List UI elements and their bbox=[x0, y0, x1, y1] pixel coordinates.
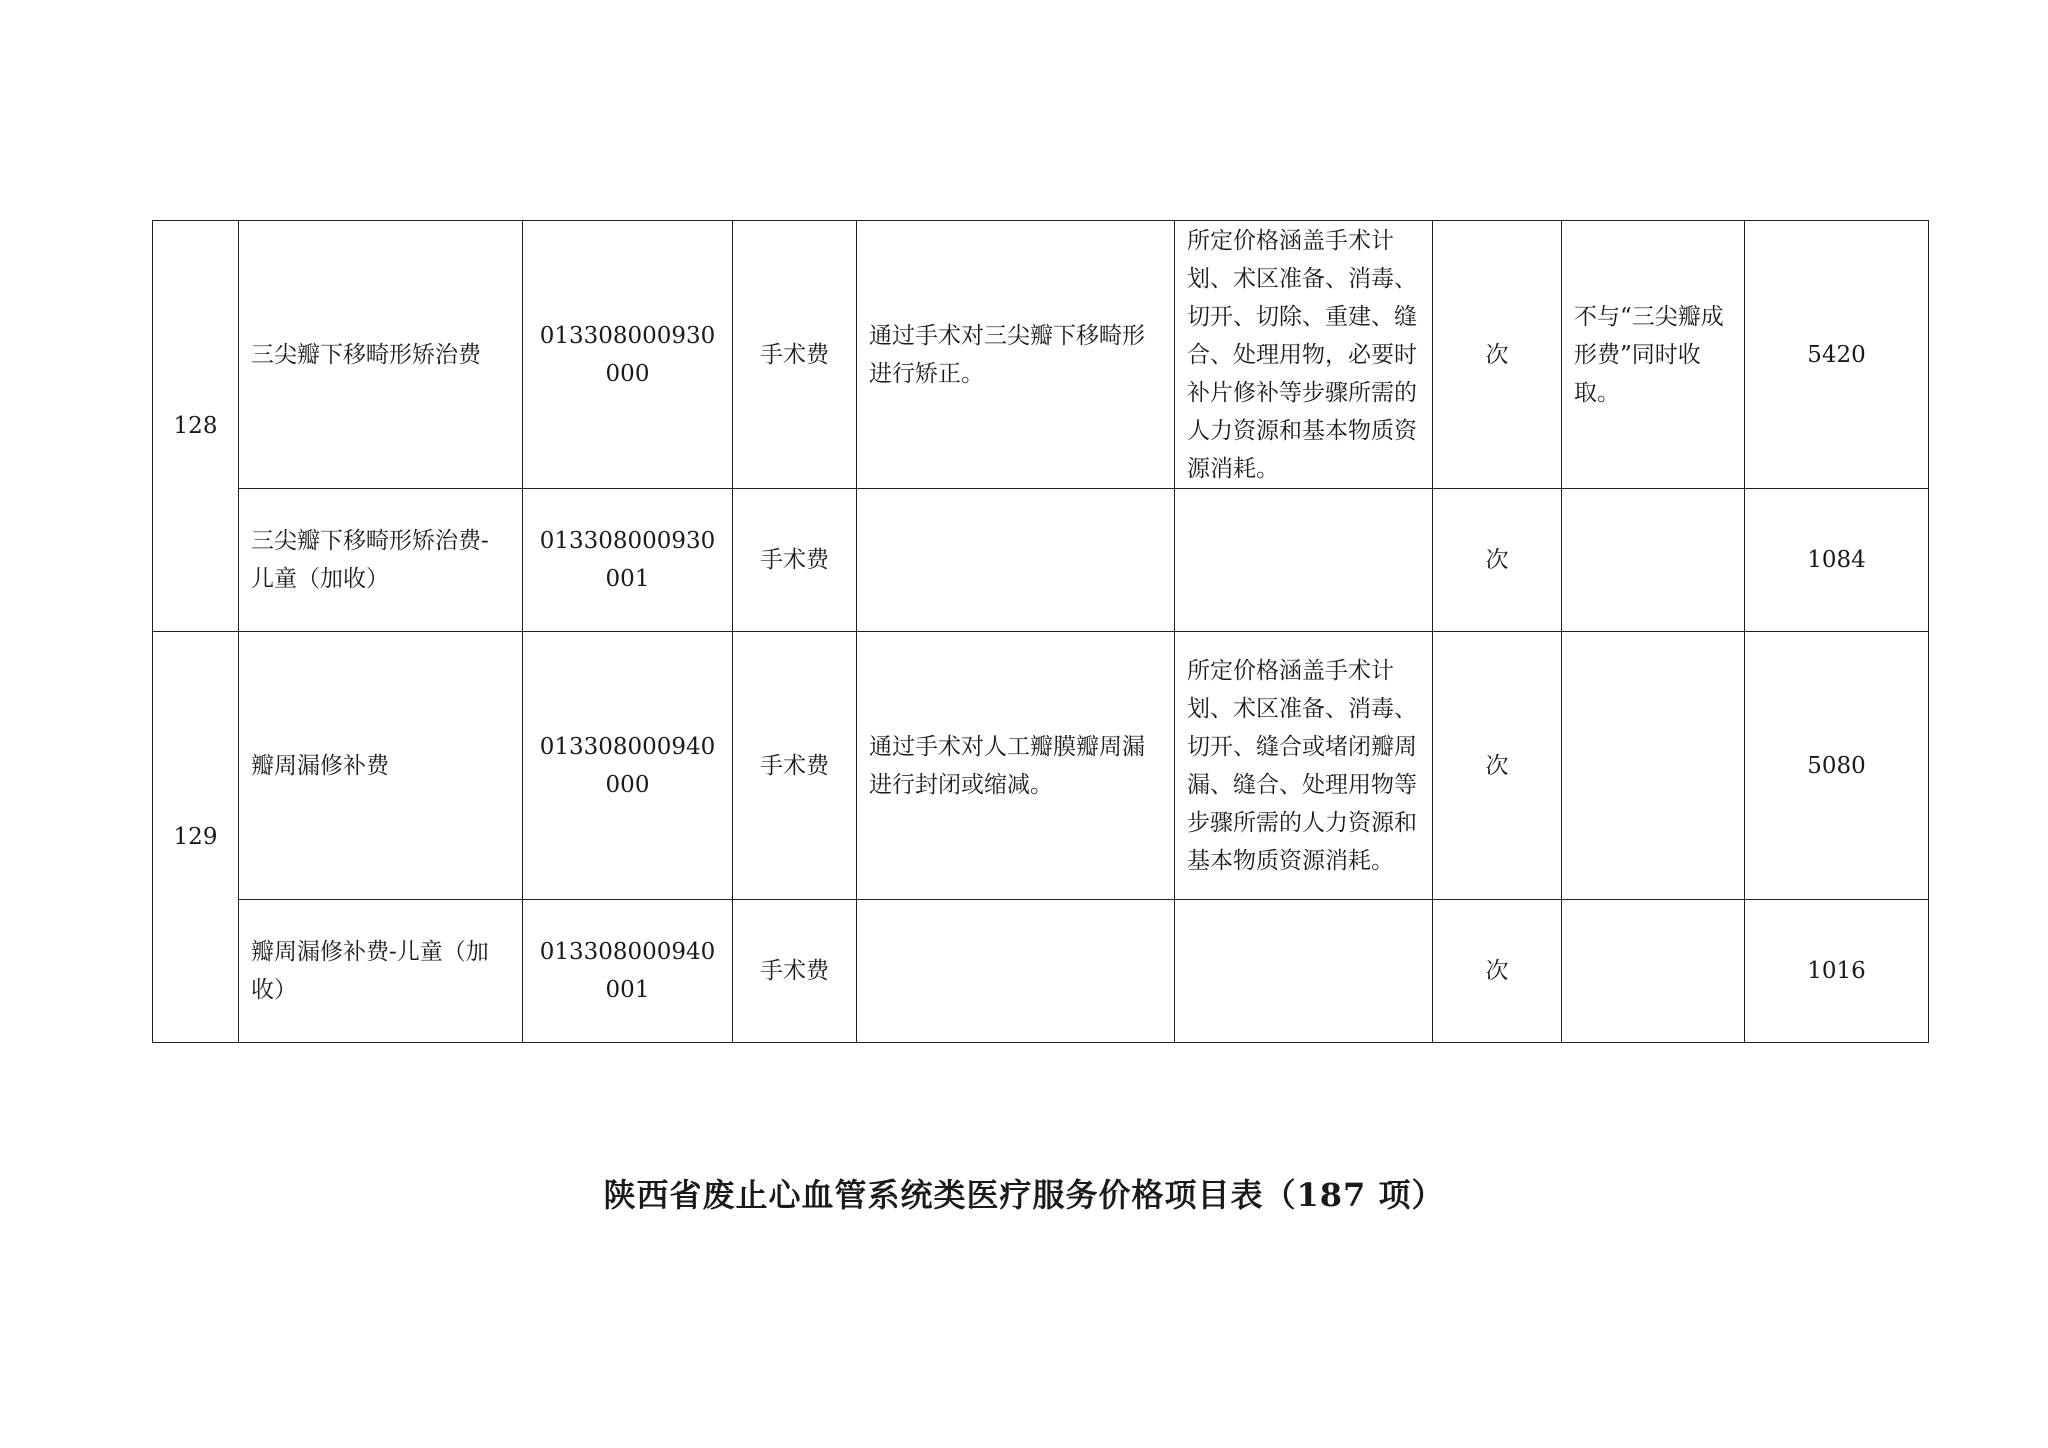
note-cell bbox=[1562, 489, 1745, 632]
item-code-cell: 013308000940000 bbox=[523, 632, 733, 900]
price-cell: 1084 bbox=[1745, 489, 1929, 632]
fee-category-cell: 手术费 bbox=[733, 489, 857, 632]
fee-category-cell: 手术费 bbox=[733, 221, 857, 489]
item-code-cell: 013308000930001 bbox=[523, 489, 733, 632]
price-cell: 1016 bbox=[1745, 900, 1929, 1043]
unit-cell: 次 bbox=[1433, 632, 1562, 900]
unit-cell: 次 bbox=[1433, 221, 1562, 489]
table-row bbox=[153, 900, 1929, 1043]
item-name-cell: 瓣周漏修补费-儿童（加收） bbox=[239, 900, 523, 1043]
note-cell bbox=[1562, 900, 1745, 1043]
item-name-cell: 瓣周漏修补费 bbox=[239, 632, 523, 900]
unit-cell: 次 bbox=[1433, 489, 1562, 632]
seq-cell: 129 bbox=[153, 632, 239, 1043]
price-cell: 5420 bbox=[1745, 221, 1929, 489]
item-code-cell: 013308000930000 bbox=[523, 221, 733, 489]
seq-cell: 128 bbox=[153, 221, 239, 632]
item-code-cell: 013308000940001 bbox=[523, 900, 733, 1043]
item-name-cell: 三尖瓣下移畸形矫治费 bbox=[239, 221, 523, 489]
service-connotation-cell bbox=[857, 900, 1175, 1043]
service-connotation-cell: 通过手术对三尖瓣下移畸形进行矫正。 bbox=[857, 221, 1175, 489]
table-row bbox=[153, 221, 1929, 489]
price-content-cell: 所定价格涵盖手术计划、术区准备、消毒、切开、切除、重建、缝合、处理用物，必要时补片修补等步骤所需的人力资源和基本物质资源消耗。 bbox=[1175, 221, 1433, 489]
table-row bbox=[153, 489, 1929, 632]
service-connotation-cell: 通过手术对人工瓣膜瓣周漏进行封闭或缩减。 bbox=[857, 632, 1175, 900]
service-connotation-cell bbox=[857, 489, 1175, 632]
table-row bbox=[153, 632, 1929, 900]
note-cell: 不与“三尖瓣成形费”同时收取。 bbox=[1562, 221, 1745, 489]
price-item-table bbox=[152, 220, 1929, 1043]
note-cell bbox=[1562, 632, 1745, 900]
price-content-cell bbox=[1175, 489, 1433, 632]
fee-category-cell: 手术费 bbox=[733, 632, 857, 900]
unit-cell: 次 bbox=[1433, 900, 1562, 1043]
fee-category-cell: 手术费 bbox=[733, 900, 857, 1043]
price-content-cell bbox=[1175, 900, 1433, 1043]
price-cell: 5080 bbox=[1745, 632, 1929, 900]
item-name-cell: 三尖瓣下移畸形矫治费-儿童（加收） bbox=[239, 489, 523, 632]
page-title: 陕西省废止心血管系统类医疗服务价格项目表（187 项） bbox=[603, 1176, 1445, 1214]
price-content-cell: 所定价格涵盖手术计划、术区准备、消毒、切开、缝合或堵闭瓣周漏、缝合、处理用物等步骤所需的人力资源和基本物质资源消耗。 bbox=[1175, 632, 1433, 900]
